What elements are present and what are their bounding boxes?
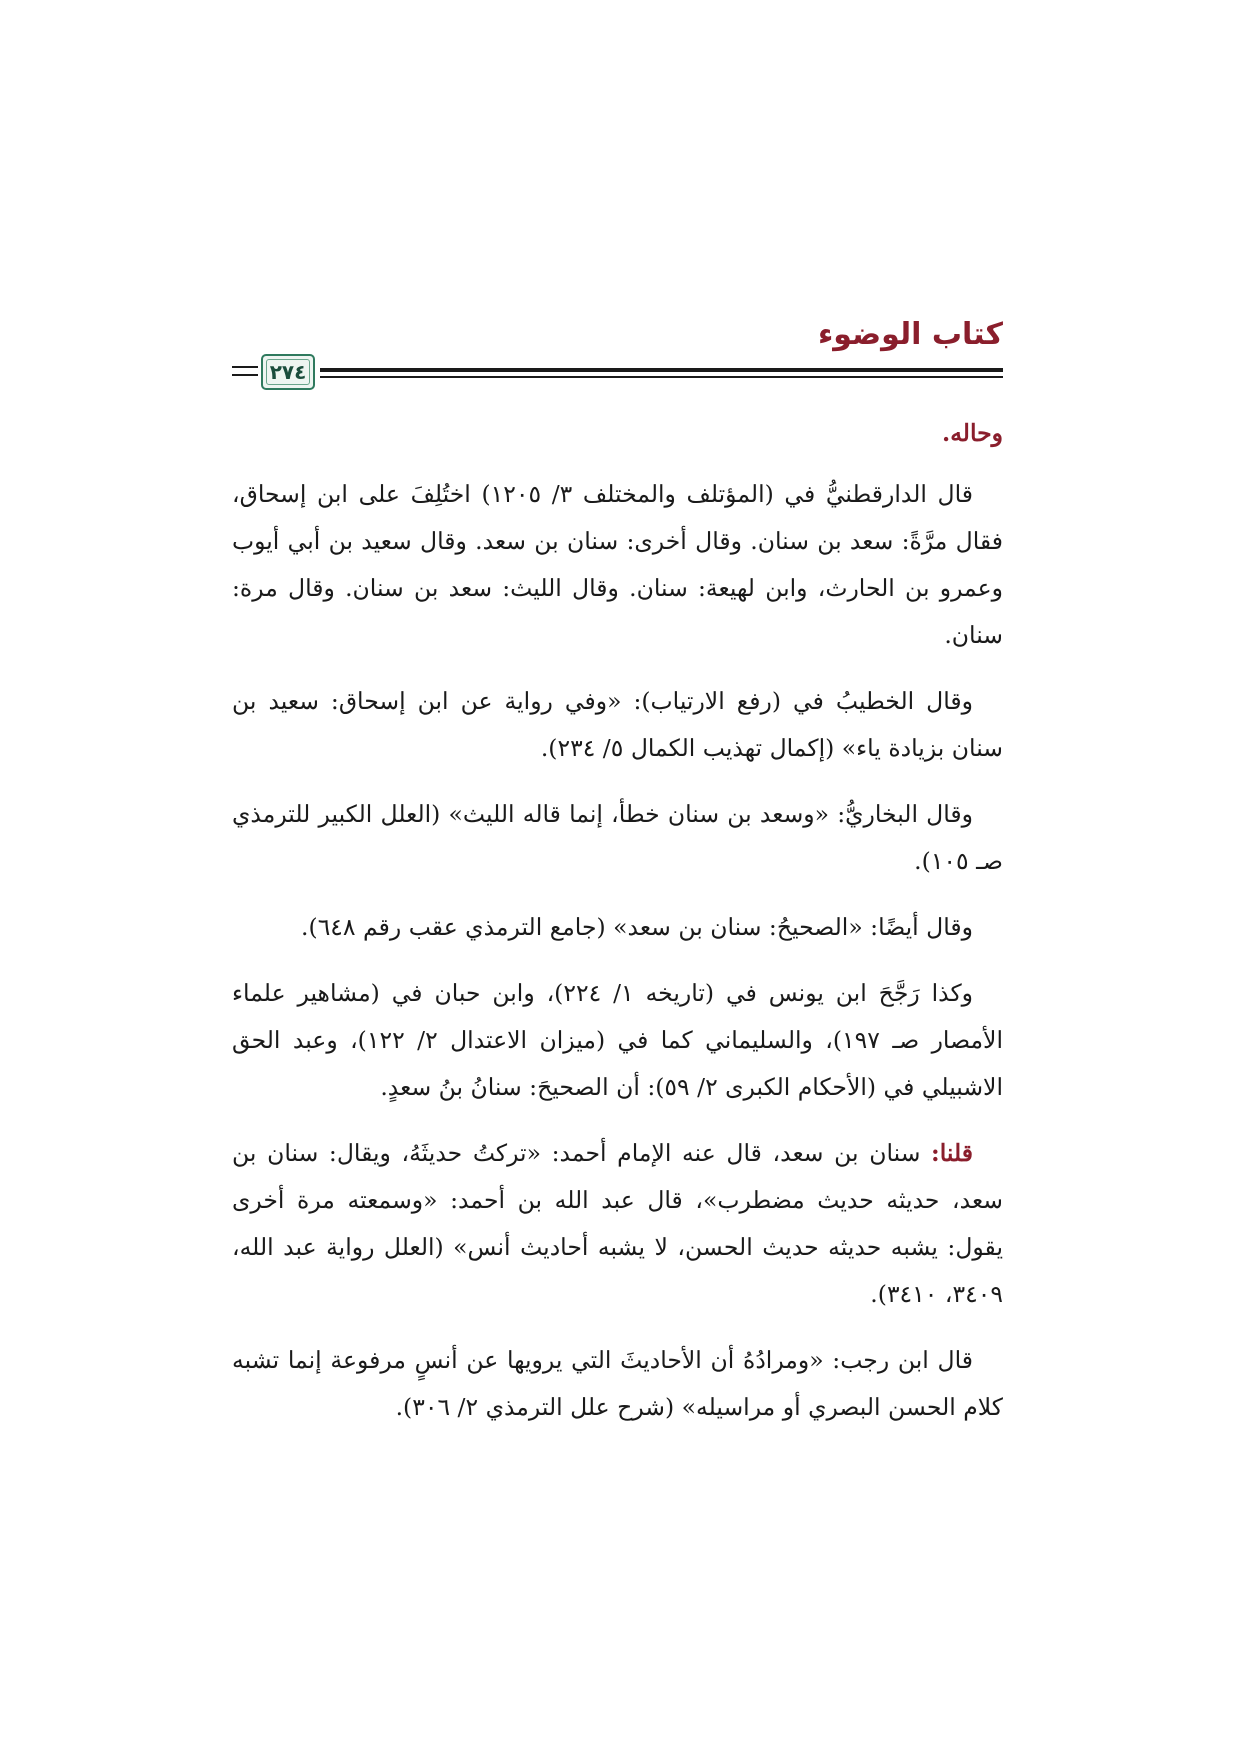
paragraph-lead: قلنا:	[931, 1139, 973, 1167]
page-header	[232, 318, 1003, 390]
paragraph-text: وقال البخاريُّ: «وسعد بن سنان خطأ، إنما قاله الليث» (العلل الكبير للترمذي صـ ١٠٥).	[232, 800, 1003, 875]
book-title: كتاب الوضوء	[817, 317, 1003, 352]
paragraph-text: سنان بن سعد، قال عنه الإمام أحمد: «تركتُ حديثَهُ، ويقال: سنان بن سعد، حديثه حديث مضطرب»، قال عبد الله بن أحمد: «وسمعته مرة أخرى يقول: يشبه حديثه حديث الحسن، لا يشبه أحاديث أنس» (العلل رواية عبد الله، ٣٤٠٩، ٣٤١٠).	[232, 1139, 1003, 1308]
paragraph-text: قال ابن رجب: «ومرادُهُ أن الأحاديثَ التي يرويها عن أنسٍ مرفوعة إنما تشبه كلام الحسن البصري أو مراسيله» (شرح علل الترمذي ٢/ ٣٠٦).	[232, 1346, 1003, 1421]
page-number-frame	[261, 354, 315, 390]
page-body	[232, 410, 1003, 1450]
paragraph-text: وقال الخطيبُ في (رفع الارتياب): «وفي رواية عن ابن إسحاق: سعيد بن سنان بزيادة ياء» (إكمال تهذيب الكمال ٥/ ٢٣٤).	[232, 687, 1003, 762]
paragraph-lead: وحاله.	[942, 419, 1003, 447]
header-rule-thin	[320, 376, 1003, 378]
paragraph-text: وكذا رَجَّحَ ابن يونس في (تاريخه ١/ ٢٢٤)، وابن حبان في (مشاهير علماء الأمصار صـ ١٩٧)، والسليماني كما في (ميزان الاعتدال ٢/ ١٢٢)، وعبد الحق الاشبيلي في (الأحكام الكبرى ٢/ ٥٩): أن الصحيحَ: سنانُ بنُ سعدٍ.	[232, 979, 1003, 1101]
paragraph-0	[232, 410, 1003, 457]
paragraph-1	[232, 471, 1003, 659]
paragraph-3	[232, 791, 1003, 885]
paragraph-4	[232, 904, 1003, 951]
paragraph-5	[232, 970, 1003, 1111]
paragraph-text: قال الدارقطنيُّ في (المؤتلف والمختلف ٣/ ١٢٠٥) اختُلِفَ على ابن إسحاق، فقال مرَّةً: سعد بن سنان. وقال أخرى: سنان بن سعد. وقال سعيد بن أبي أيوب وعمرو بن الحارث، وابن لهيعة: سنان. وقال الليث: سعد بن سنان. وقال مرة: سنان.	[232, 480, 1003, 649]
paragraph-text: وقال أيضًا: «الصحيحُ: سنان بن سعد» (جامع الترمذي عقب رقم ٦٤٨).	[301, 913, 973, 941]
header-rule-thick	[320, 368, 1003, 372]
paragraph-6	[232, 1130, 1003, 1318]
paragraph-2	[232, 678, 1003, 772]
paragraph-7	[232, 1337, 1003, 1431]
page-number: ٢٧٤	[269, 360, 307, 384]
header-rule-left-top	[232, 366, 258, 368]
header-rule-left-bottom	[232, 374, 258, 376]
